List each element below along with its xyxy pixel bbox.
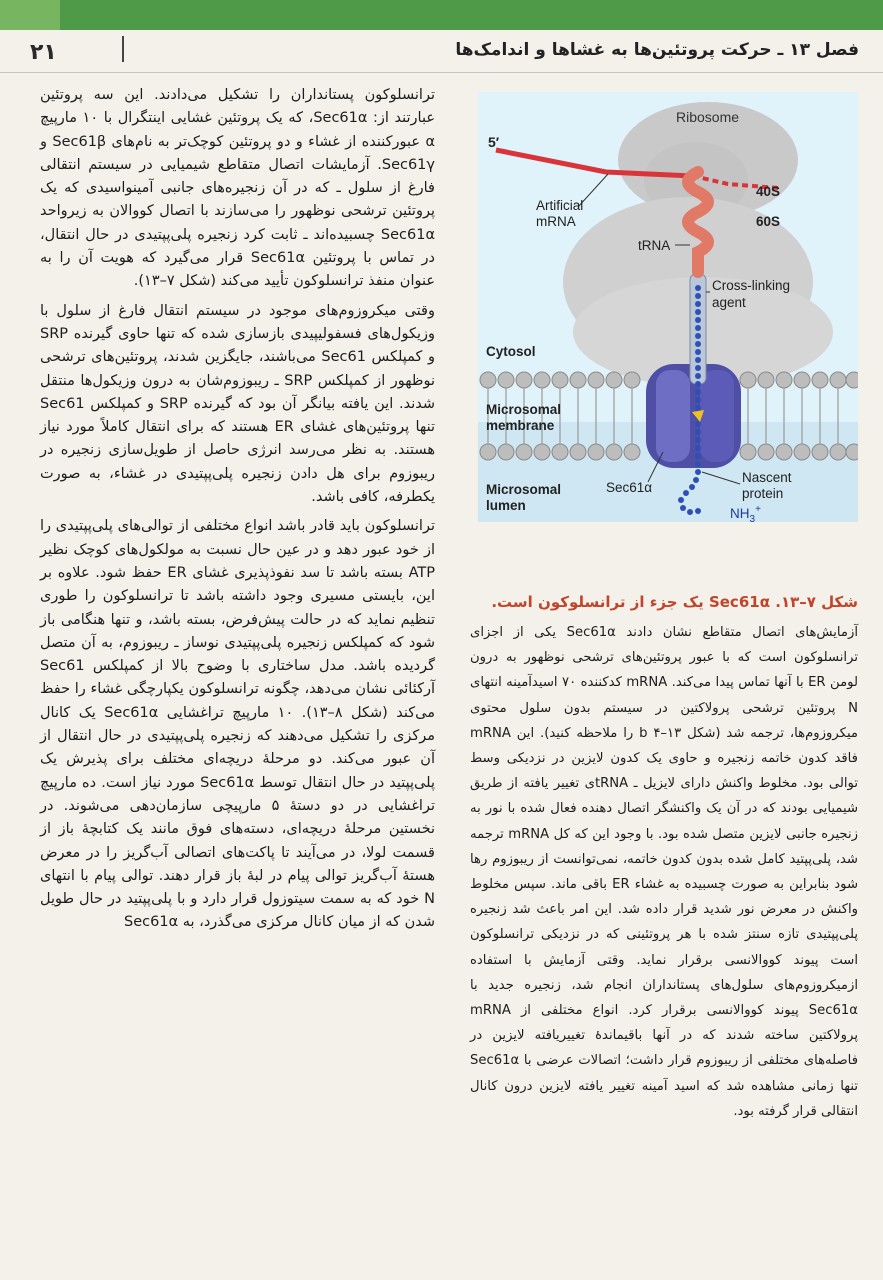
figure-diagram	[478, 92, 858, 522]
paragraph: وقتی میکروزوم‌های موجود در سیستم انتقال فارغ از سلول با وزیکول‌های فسفولیپیدی بازسازی شده که تنها حاوی گیرنده SRP و کمپلکس Sec61 می‌باشند، جایگزین شدند، پروتئین‌های ترشحی نوظهور از کمپلکس SRP ـ ریبوزوم‌شان به درون وزیکول‌ها منتقل شدند. این یافته بیانگر آن بود که گیرنده SRP و کمپلکس Sec61 تنها پروتئین‌های غشای ER هستند که برای انتقال کاملاً مورد نیاز هستند. به نظر می‌رسد انرژی حاصل از طویل‌سازی زنجیره در ریبوزوم برای هل دادن زنجیره پلی‌پپتیدی در غشاء، به صورت یکطرفه، کافی باشد.	[40, 302, 435, 506]
paragraph: ترانسلوکون پستانداران را تشکیل می‌دادند. این سه پروتئین عبارتند از: Sec61α، که یک پروتئین غشایی اینتگرال با ۱۰ مارپیچ α عبورکننده از غشاء و دو پروتئین کوچک‌تر به نام‌های Sec61β و Sec61γ. آزمایشات اتصال متقاطع شیمیایی در سیستم انتقالی فارغ از سلول ـ که در آن زنجیره‌های جانبی آمینواسیدی که یک پروتئین ترشحی نوظهور را می‌سازند با اتصال کووالان به زیرواحد Sec61α چسبیده‌اند ـ ثابت کرد زنجیره پلی‌پپتیدی در حال انتقال، در تماس با پروتئین Sec61α قرار می‌گیرد که هویت آن را به عنوان منفذ ترانسلوکون تأیید می‌کند (شکل ۷–۱۳).	[40, 87, 436, 290]
sec61a-label: Sec61α	[606, 480, 653, 495]
figure-sec61-crosslinking	[478, 92, 858, 522]
caption-body: آزمایش‌های اتصال متقاطع نشان دادند Sec61α یکی از اجزای ترانسلوکون است که با عبور پروتئین‌های ترشحی نوظهور به درون لومن ER با آنها تماس پیدا می‌کند. mRNA کدکننده ۷۰ اسیدآمینه انتهای N پروتئین ترشحی پرولاکتین در سیستم بدون سلول محتوی میکروزوم‌ها، ترجمه شد (شکل b ۴–۱۳ را ملاحظه کنید). این mRNA فاقد کدون خاتمه زنجیره و حاوی یک کدون لایزین در نزدیکی وسط توالی بود. مخلوط واکنش دارای لایزیل ـ tRNAی تغییر یافته از طریق شیمیایی بودند که در آن یک واکنشگر اتصال دهنده فعال شده با نور به زنجیره جانبی لایزین متصل شده بود. با وجود این که کل mRNA ترجمه شد، پلی‌پپتید کامل شده بدون کدون خاتمه، نمی‌توانست از ریبوزوم رها شود بنابراین به صورت چسبیده به غشاء ER باقی ماند. سپس مخلوط واکنش در معرض نور شدید قرار داده شد. این امر باعث شد زنجیره پلی‌پپتیدی تازه سنتز شده با هر پروتئینی که در نزدیکی ترانسلوکون است پیوند کووالانسی برقرار نماید. وقتی آزمایش با استفاده ازمیکروزوم‌های سلول‌های پستانداران انجام شد، زنجیره جدید با Sec61α پیوند کووالانسی برقرار کرد. انواع مختلفی از mRNA پرولاکتین ساخته شدند که در آنها باقیماندهٔ تغییریافته لایزین در فاصله‌های مختلفی از ریبوزوم قرار داشت؛ اتصالات عرضی با Sec61α تنها زمانی مشاهده شد که اسید آمینه تغییر یافته لایزین درون کانال انتقالی قرار گرفته بود.	[470, 625, 859, 1119]
sec61-left-half	[656, 370, 690, 462]
microsomal-membrane-label: Microsomal membrane	[486, 402, 562, 433]
page-number: ۲۱	[30, 40, 57, 65]
top-color-band	[0, 0, 883, 30]
trna-label: tRNA	[638, 238, 671, 253]
40s-label: 40S	[756, 184, 781, 199]
microsomal-lumen-label: Microsomal lumen	[486, 482, 562, 513]
ribosome-label: Ribosome	[676, 109, 740, 125]
nascent-protein-label: Nascent protein	[742, 470, 792, 501]
five-prime-label: 5′	[488, 134, 500, 150]
right-text-column	[470, 590, 858, 1130]
figure-caption: شکل ۷–۱۳. Sec61α یک جزء از ترانسلوکون است.	[491, 593, 858, 611]
left-text-column	[40, 84, 435, 941]
paragraph: ترانسلوکون باید قادر باشد انواع مختلفی از توالی‌های پلی‌پپتیدی را از خود عبور دهد و در عین حال نسبت به مولکول‌های کوچک نظیر ATP بسته باشد تا سد نفوذپذیری غشای ER حفظ شود. علاوه بر این، بایستی مسیری وجود داشته باشد تا ترانسلوکون را طوری تنظیم نماید که در حالت پیش‌فرض، بسته باشد، و تنها هنگامی باز شود که کمپلکس زنجیره پلی‌پپتیدی نوساز ـ ریبوزوم، به آن متصل گردیده باشد. مدل ساختاری با وضوح بالا از کمپلکس Sec61 آرکئائی نشان می‌دهد، چگونه ترانسلوکون یکپارچگی غشاء را حفظ می‌کند (شکل ۸–۱۳). ۱۰ مارپیچ تراغشایی Sec61α یک کانال مرکزی را تشکیل می‌دهند که زنجیره پلی‌پپتیدی در حال انتقال از آن عبور می‌کند. دو مرحلهٔ دریچه‌ای مختلف برای پذیرش یک پلی‌پپتید در حال انتقال توسط Sec61α مورد نیاز است. ده مارپیچ تراغشایی در دو دستهٔ ۵ مارپیچی سازمان‌دهی می‌شوند. در نخستین مرحلهٔ دریچه‌ای، دسته‌های فوق مانند یک کتابچهٔ باز از قسمت لولا، در می‌آیند تا پاکت‌های اتصالی آب‌گریز را در معرض هستهٔ آب‌گریز توالی پیام در لبهٔ باز قرار دهند. توالی پیام با انتهای N خود که به سمت سیتوزول قرار دارد و با پلی‌پپتید در حال طویل شدن که از میان کانال مرکزی می‌گذرد، به Sec61α	[40, 518, 435, 931]
cytosol-label: Cytosol	[486, 344, 536, 359]
sec61-right-half	[700, 370, 734, 462]
artificial-mrna-label: Artificial mRNA	[536, 198, 584, 229]
chapter-title: فصل ۱۳ ـ حرکت پروتئین‌ها به غشاها و اندامک‌ها	[455, 40, 859, 60]
nh3-label: $NH_3^+$	[730, 504, 761, 522]
cross-linking-agent-label: Cross-linking agent	[712, 278, 791, 310]
header-separator	[122, 36, 124, 62]
60s-label: 60S	[756, 214, 781, 229]
